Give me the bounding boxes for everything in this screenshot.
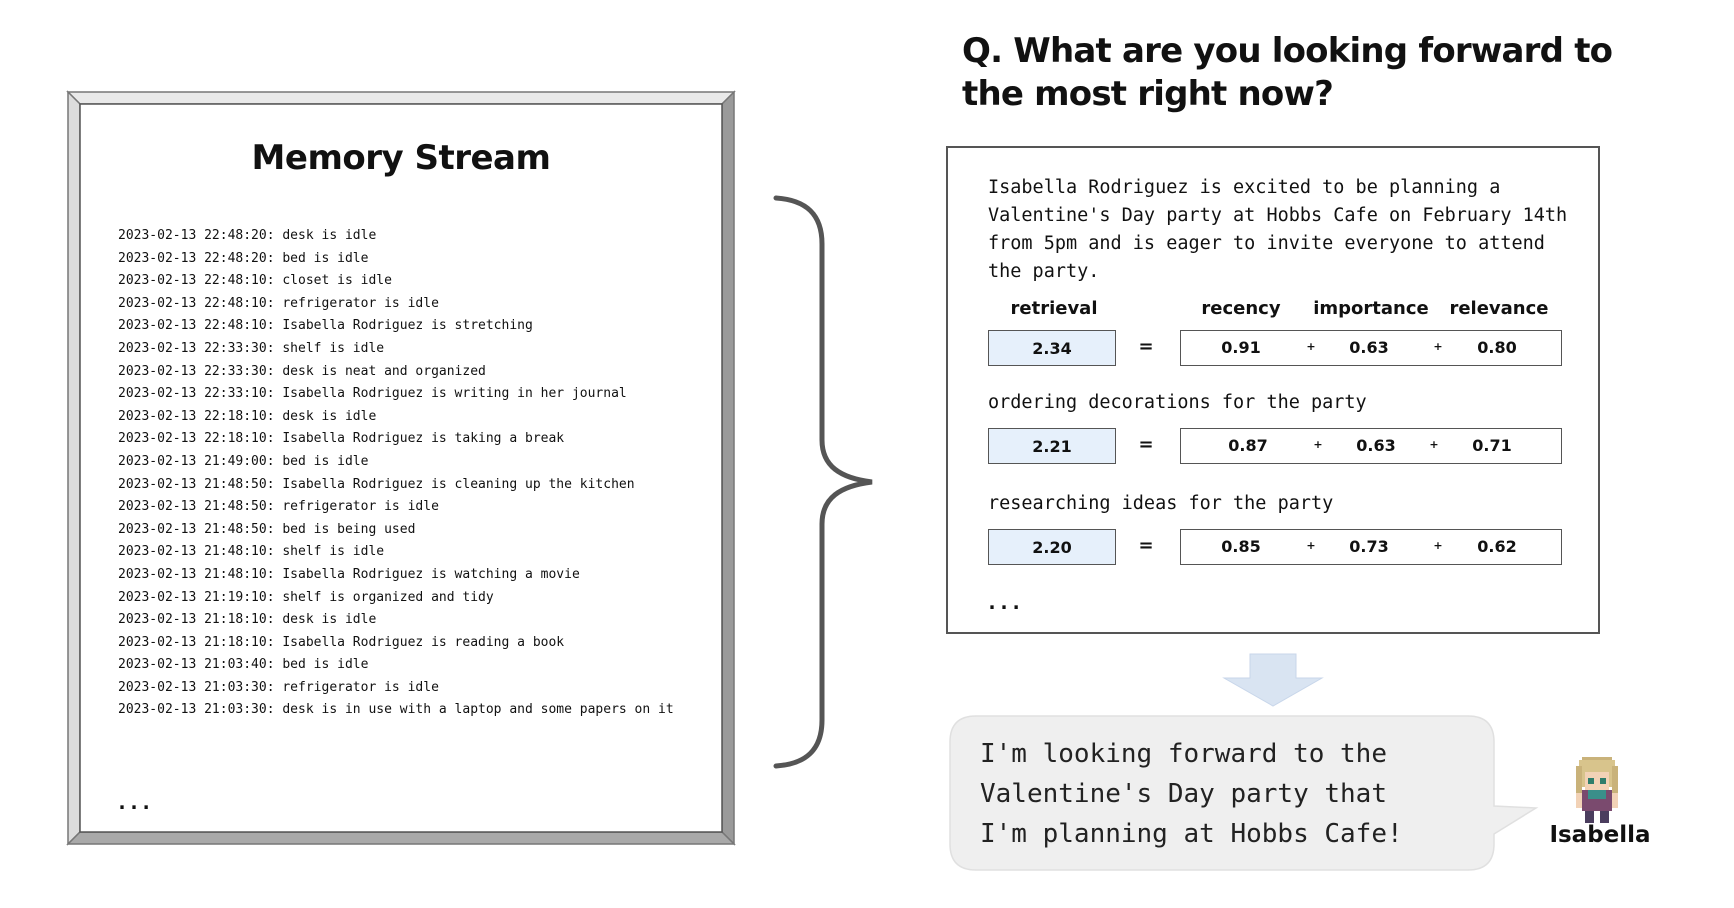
plus-sign: +: [1433, 539, 1443, 552]
memory-entry: 2023-02-13 21:48:50: bed is being used: [118, 521, 416, 537]
relevance-score-2: 0.71: [1472, 436, 1512, 455]
relevance-score-3: 0.62: [1477, 537, 1517, 556]
recency-score-3: 0.85: [1221, 537, 1261, 556]
memory-text-1: Isabella Rodriguez is excited to be planning a Valentine's Day party at Hobbs Cafe on February 14th from 5pm and is eager to invite everyone to attend the party.: [988, 177, 1568, 282]
memory-entry: 2023-02-13 21:48:50: Isabella Rodriguez is cleaning up the kitchen: [118, 476, 635, 492]
memory-entry: 2023-02-13 21:03:40: bed is idle: [118, 657, 369, 673]
memory-entry: 2023-02-13 22:48:20: desk is idle: [118, 228, 377, 243]
header-relevance: relevance: [1449, 298, 1549, 319]
memory-entry: 2023-02-13 21:18:10: Isabella Rodriguez is reading a book: [118, 634, 565, 650]
memory-entry: 2023-02-13 21:49:00: bed is idle: [118, 453, 369, 469]
answer-line: I'm looking forward to the: [980, 739, 1387, 769]
importance-score-2: 0.63: [1356, 436, 1396, 455]
plus-sign: +: [1306, 539, 1316, 552]
memory-entry: 2023-02-13 22:18:10: Isabella Rodriguez is taking a break: [118, 431, 565, 447]
memory-text-2: ordering decorations for the party: [988, 392, 1367, 413]
header-retrieval: retrieval: [1010, 298, 1098, 319]
importance-score-1: 0.63: [1349, 338, 1389, 357]
memory-entry: 2023-02-13 21:19:10: shelf is organized and tidy: [118, 589, 494, 605]
equals-sign: =: [1138, 336, 1154, 357]
memory-text-3: researching ideas for the party: [988, 493, 1334, 514]
memory-stream-title: Memory Stream: [251, 138, 551, 178]
header-recency: recency: [1201, 298, 1281, 319]
relevance-score-1: 0.80: [1477, 338, 1517, 357]
memory-entry: 2023-02-13 22:33:10: Isabella Rodriguez is writing in her journal: [118, 386, 627, 402]
memory-entry: 2023-02-13 21:48:10: shelf is idle: [118, 544, 385, 560]
plus-sign: +: [1306, 340, 1316, 353]
memory-entry: 2023-02-13 21:18:10: desk is idle: [118, 612, 377, 628]
down-arrow-icon: [1224, 654, 1322, 706]
memory-entry: 2023-02-13 21:48:50: refrigerator is idle: [118, 499, 439, 515]
recency-score-2: 0.87: [1228, 436, 1268, 455]
equals-sign: =: [1138, 535, 1154, 556]
question-heading: Q. What are you looking forward to the most right now?: [962, 31, 1613, 114]
answer-line: Valentine's Day party that: [980, 779, 1387, 809]
memory-entry: 2023-02-13 22:48:10: refrigerator is idle: [118, 295, 439, 311]
memory-entry: 2023-02-13 22:48:20: bed is idle: [118, 250, 369, 266]
isabella-avatar-icon: [1564, 754, 1630, 826]
retrieval-score-1: 2.34: [988, 330, 1116, 366]
memory-stream-ellipsis: ...: [116, 790, 153, 814]
plus-sign: +: [1429, 438, 1439, 451]
plus-sign: +: [1313, 438, 1323, 451]
plus-sign: +: [1433, 340, 1443, 353]
memory-entry: 2023-02-13 22:48:10: Isabella Rodriguez is stretching: [118, 318, 533, 334]
header-importance: importance: [1313, 298, 1429, 319]
memory-entry: 2023-02-13 22:33:30: shelf is idle: [118, 340, 385, 356]
memory-entry: 2023-02-13 22:33:30: desk is neat and organized: [118, 363, 486, 379]
retrieval-ellipsis: ...: [986, 590, 1023, 614]
retrieval-score-3: 2.20: [988, 529, 1116, 565]
equals-sign: =: [1138, 434, 1154, 455]
answer-text: [980, 734, 1500, 854]
importance-score-3: 0.73: [1349, 537, 1389, 556]
memory-entry: 2023-02-13 22:18:10: desk is idle: [118, 408, 377, 424]
memory-entry: 2023-02-13 22:48:10: closet is idle: [118, 273, 392, 289]
memory-entry: 2023-02-13 21:03:30: refrigerator is idle: [118, 679, 439, 695]
agent-name-label: Isabella: [1549, 822, 1651, 848]
answer-line: I'm planning at Hobbs Cafe!: [980, 819, 1403, 849]
memory-entry: 2023-02-13 21:48:10: Isabella Rodriguez is watching a movie: [118, 566, 580, 582]
recency-score-1: 0.91: [1221, 338, 1261, 357]
memory-entry: 2023-02-13 21:03:30: desk is in use with a laptop and some papers on it: [118, 702, 674, 718]
retrieval-score-2: 2.21: [988, 428, 1116, 464]
